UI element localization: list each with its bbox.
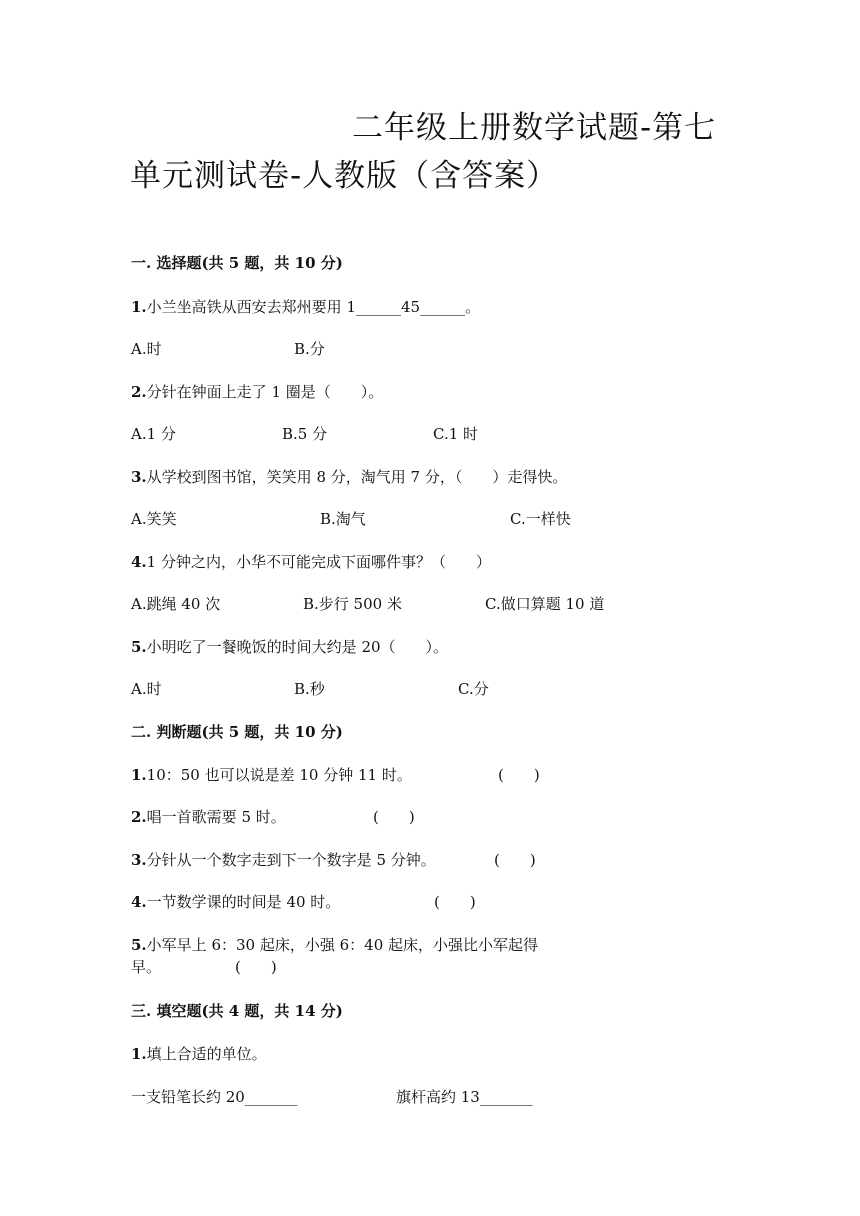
question-number: 1. xyxy=(131,1045,147,1063)
question-number: 3. xyxy=(131,851,147,869)
choice-question-2 xyxy=(131,381,383,402)
fill-1-item-1: 一支铅笔长约 20_______ xyxy=(131,1088,298,1106)
section-heading-choice: 一. 选择题(共 5 题，共 10 分) xyxy=(131,254,343,272)
judge-5-answer-paren: ( ) xyxy=(235,958,277,976)
question-text: 唱一首歌需要 5 时。 xyxy=(146,808,286,826)
choice-2-option-c: C.1 时 xyxy=(433,425,479,443)
question-number: 5. xyxy=(131,638,147,656)
choice-question-5 xyxy=(131,636,448,657)
question-number: 5. xyxy=(131,936,147,954)
fill-1-item-2: 旗杆高约 13_______ xyxy=(396,1088,533,1106)
question-number: 1. xyxy=(131,766,147,784)
judge-5-continuation: 早。 xyxy=(131,958,162,976)
judge-question-5 xyxy=(131,934,538,955)
choice-4-option-a: A.跳绳 40 次 xyxy=(131,595,221,613)
question-text: 小明吃了一餐晚饭的时间大约是 20（ ）。 xyxy=(146,638,449,656)
question-text: 分针从一个数字走到下一个数字是 5 分钟。 xyxy=(146,851,436,869)
judge-question-2 xyxy=(131,806,286,827)
question-text: 一节数学课的时间是 40 时。 xyxy=(146,893,341,911)
choice-4-option-c: C.做口算题 10 道 xyxy=(485,595,605,613)
question-text: 填上合适的单位。 xyxy=(146,1045,267,1063)
section-heading-judge: 二. 判断题(共 5 题，共 10 分) xyxy=(131,723,343,741)
choice-3-option-b: B.淘气 xyxy=(320,510,366,528)
fill-question-1 xyxy=(131,1043,267,1064)
choice-5-option-c: C.分 xyxy=(458,680,489,698)
question-text: 小军早上 6：30 起床，小强 6：40 起床，小强比小军起得 xyxy=(146,936,539,954)
choice-question-1 xyxy=(131,296,480,317)
choice-1-option-a: A.时 xyxy=(131,340,162,358)
choice-5-option-b: B.秒 xyxy=(294,680,325,698)
choice-3-option-c: C.一样快 xyxy=(510,510,571,528)
question-text: 1 分钟之内，小华不可能完成下面哪件事？（ ） xyxy=(146,553,491,571)
question-text: 分针在钟面上走了 1 圈是（ ）。 xyxy=(146,383,384,401)
question-text: 从学校到图书馆，笑笑用 8 分，淘气用 7 分，（ ）走得快。 xyxy=(146,468,568,486)
section-heading-fill: 三. 填空题(共 4 题，共 14 分) xyxy=(131,1002,343,1020)
question-text: 10：50 也可以说是差 10 分钟 11 时。 xyxy=(146,766,412,784)
choice-4-option-b: B.步行 500 米 xyxy=(303,595,402,613)
title-line-2: 单元测试卷-人教版（含答案） xyxy=(130,158,559,194)
choice-question-4 xyxy=(131,551,491,572)
question-number: 3. xyxy=(131,468,147,486)
choice-2-option-b: B.5 分 xyxy=(282,425,328,443)
judge-question-3 xyxy=(131,849,436,870)
judge-2-answer-paren: ( ) xyxy=(373,808,415,826)
judge-3-answer-paren: ( ) xyxy=(494,851,536,869)
choice-1-option-b: B.分 xyxy=(294,340,325,358)
choice-question-3 xyxy=(131,466,567,487)
page-title xyxy=(130,104,750,200)
judge-4-answer-paren: ( ) xyxy=(434,893,476,911)
choice-2-option-a: A.1 分 xyxy=(131,425,176,443)
choice-5-option-a: A.时 xyxy=(131,680,162,698)
question-number: 2. xyxy=(131,383,147,401)
question-number: 4. xyxy=(131,553,147,571)
question-text: 小兰坐高铁从西安去郑州要用 1______45______。 xyxy=(146,298,481,316)
question-number: 2. xyxy=(131,808,147,826)
judge-question-1 xyxy=(131,764,412,785)
judge-question-4 xyxy=(131,891,340,912)
judge-1-answer-paren: ( ) xyxy=(498,766,540,784)
choice-3-option-a: A.笑笑 xyxy=(131,510,177,528)
question-number: 1. xyxy=(131,298,147,316)
title-line-1: 二年级上册数学试题-第七 xyxy=(352,110,717,146)
question-number: 4. xyxy=(131,893,147,911)
